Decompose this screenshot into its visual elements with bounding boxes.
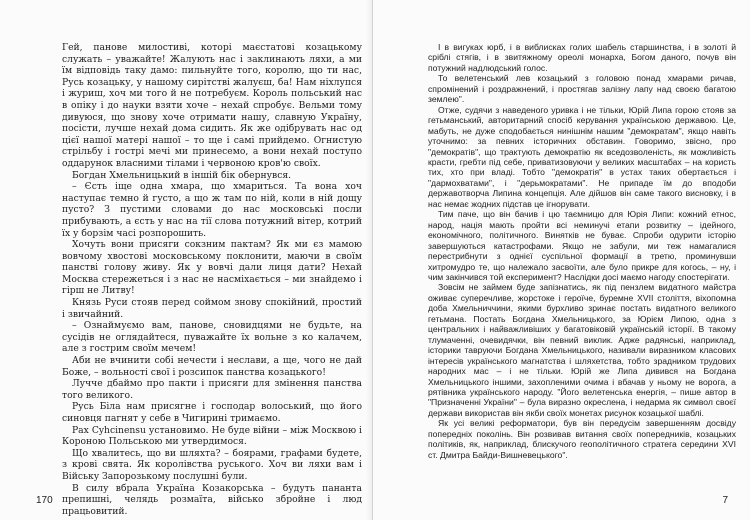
paragraph: Зовсім не займем буде запізнатись, як під пензлем видатного майстра оживає суперечливе, жорстоке і героїче, буремне XVII століття, віхопомна доба Хмельниччини, якими бурхливо зринає постать видатного великого гетьмана. Постать Богдана Хмельницького, за Юрієм Липою, одна з центральних і найважливіших у багатовіковій українській історії. В такому тлумаченні, очевидячки, він певний виклик. Адже радянські, наприклад, історики тавруючи Богдана Хмельницького, називали виразником класових інтересів українського магнатства і шляхетства, тобто зрадником трудових народних мас – і не тільки. Юрій же Липа дивився на Богдана Хмельницького іншими, захопленими очима і вбачав у ньому не ворога, а рятівника українського народу. "Його велетенська енергія, – пише автор в "Призначенні України" – була виразно окреслена, і недарма як символ своєї держави використав він якби своїх монетах рисунок козацької шаблі.	[428, 282, 736, 418]
right-page-text	[428, 42, 736, 460]
paragraph: І в вигуках юрб, і в виблисках голих шабель старшинства, і в золоті й сріблі стягів, і в звитяжному ореолі монарха, Богом даного, почув він потужний надлюдський голос.	[428, 42, 736, 73]
paragraph: Тим паче, що він бачив і цю таємницю для Юрія Липи: кожний етнос, народ, нація мають пройти всі неминучі етапи розвитку – ідейного, економічного, політичного. Винятків не буває. Спроби одурити історію завершуються катастрофами. Якщо не забули, ми теж намагалися перестрибнути з однієї суспільної формації в третю, проминувши хитромудро те, що належало засвоїти, але було прикре для когось, – ну, і чим закінчився той експеримент? Наслідки досі маємо нагоду спостерігати.	[428, 209, 736, 282]
paragraph: Рах Cyhcinensu установимо. Не буде війни – між Москвою і Короною Польською ми утвердимося.	[62, 424, 362, 448]
paragraph: Що хвалитесь, що ви шляхта? – боярами, графами будете, з кровi свята. Як королівства руського. Хоч ви ляхи вам і Війську Запорозькому послушні були.	[62, 447, 362, 482]
paragraph: Гей, панове милостиві, которі маєстатові козацькому служать – уважайте! Жалують нас і заклинають ляхи, а ми їм відповідь таку дамо: пильнуйте того, королю, що ти нас, Русь козацьку, у нашому сирітстві жалуєш, ба! Нам ніхлупся і журиш, хоч ми того й не потребуєм. Король польський нас в опіку і до науки взяти хоче – нехай спробує. Вельми тому дивуюся, що знову хоче отримати нашу, славную Україну, посісти, лучше нехай дома сидить. Як же одібрувать нас од цієї нашої матері нашої – то ще і самі прийдемо. Огнистую стрільбу і гострі мечі ми принесемо, а вони нехай поступо оддарунок власними тілами і червоною кров'ю своїх.	[62, 42, 362, 169]
page-number: 170	[36, 495, 53, 506]
paragraph: Аби не вчинити собі нечести і неслави, а ще, чого не дай Боже, – вольності свої і розсипок панства козацького!	[62, 355, 362, 378]
paragraph: Русь Біла нам присягне і господар волоський, що його синовця пагнят у себе в Чигирині тримаємо.	[62, 401, 362, 424]
paragraph: Як усі великі реформатори, був він передусім завершенням досвіду попередніх поколінь. Він розвивав витання своїх попередників, козацьких політиків, як, наприклад, блискучого геополітичного стратега середини XVI ст. Дмитра Байди-Вишневецького".	[428, 418, 736, 460]
paragraph: Отже, судячи з наведеного уривка і не тільки, Юрій Липа горою стояв за гетьманський, авторитарний спосіб керування українською державою. Це, мабуть, не дуже сподобається нинішнім нашим "демократам", якщо навіть уточнимо: за певних історичних обставин. Говоримо, звісно, про "демократів", що трактують демократію як вседозволеність, як можливість красти, гребти під себе, приватизовуючи у великих масштабах – на користь тих, хто при владі. Тобто "демократія" в устах таких обертається і "дармохватами", і "дерьмократами". Не припаде їм до вподоби державотворча Липина концепція. Але дійшов він саме такого висновку, і в нас немає жодних підстав це ігнорувати.	[428, 104, 736, 209]
paragraph: Хочуть вони присяги сокзним пактам? Як ми єз мамою вовчому хвостові московському поклонити, маючи в своїм панстві голову живу. Як у вовчі дали лиця дати? Нехай Москва стережеться і з нас не насміхається – ми знайдемо і гірш не Литву!	[62, 239, 362, 297]
paragraph: – Єсть іще одна хмара, що хмариться. Та вона хоч наступає темно й густо, а що ж там по ній, коли в ній дощу пусто? З пустими словами до нас московські посли прибувають, а єсть у нас на тії слова потужний вітер, котрий їх у борзім часі розпорошить.	[62, 181, 362, 239]
left-page	[0, 0, 373, 520]
paragraph: – Ознаймуємо вам, панове, сновидцями не будьте, на сусідів не оглядайтеся, пуважайте їх вольне з ко калачем, але з гострим своїм мечем!	[62, 320, 362, 355]
page-number: 7	[722, 495, 728, 506]
paragraph: Князь Руси стояв перед соймом знову спокійний, простий і звичайний.	[62, 297, 362, 320]
paragraph: Лучче дбаймо про пакти і присяги для змінення панства того великого.	[62, 378, 362, 401]
paragraph: То велетенський лев козацький з головою понад хмарами ричав, спромінений і роздражнений, і простягав залізну лапу над своєю багатою землею".	[428, 73, 736, 105]
paragraph: Богдан Хмельницький в іншій бік обернувся.	[72, 169, 292, 181]
paragraph: В силу вбрала Україна Козакорська – будуть пананта препишні, челядь розмаїта, військо збройне і люд працьовитий.	[62, 482, 362, 517]
right-page	[373, 0, 750, 520]
left-page-text	[62, 42, 362, 517]
